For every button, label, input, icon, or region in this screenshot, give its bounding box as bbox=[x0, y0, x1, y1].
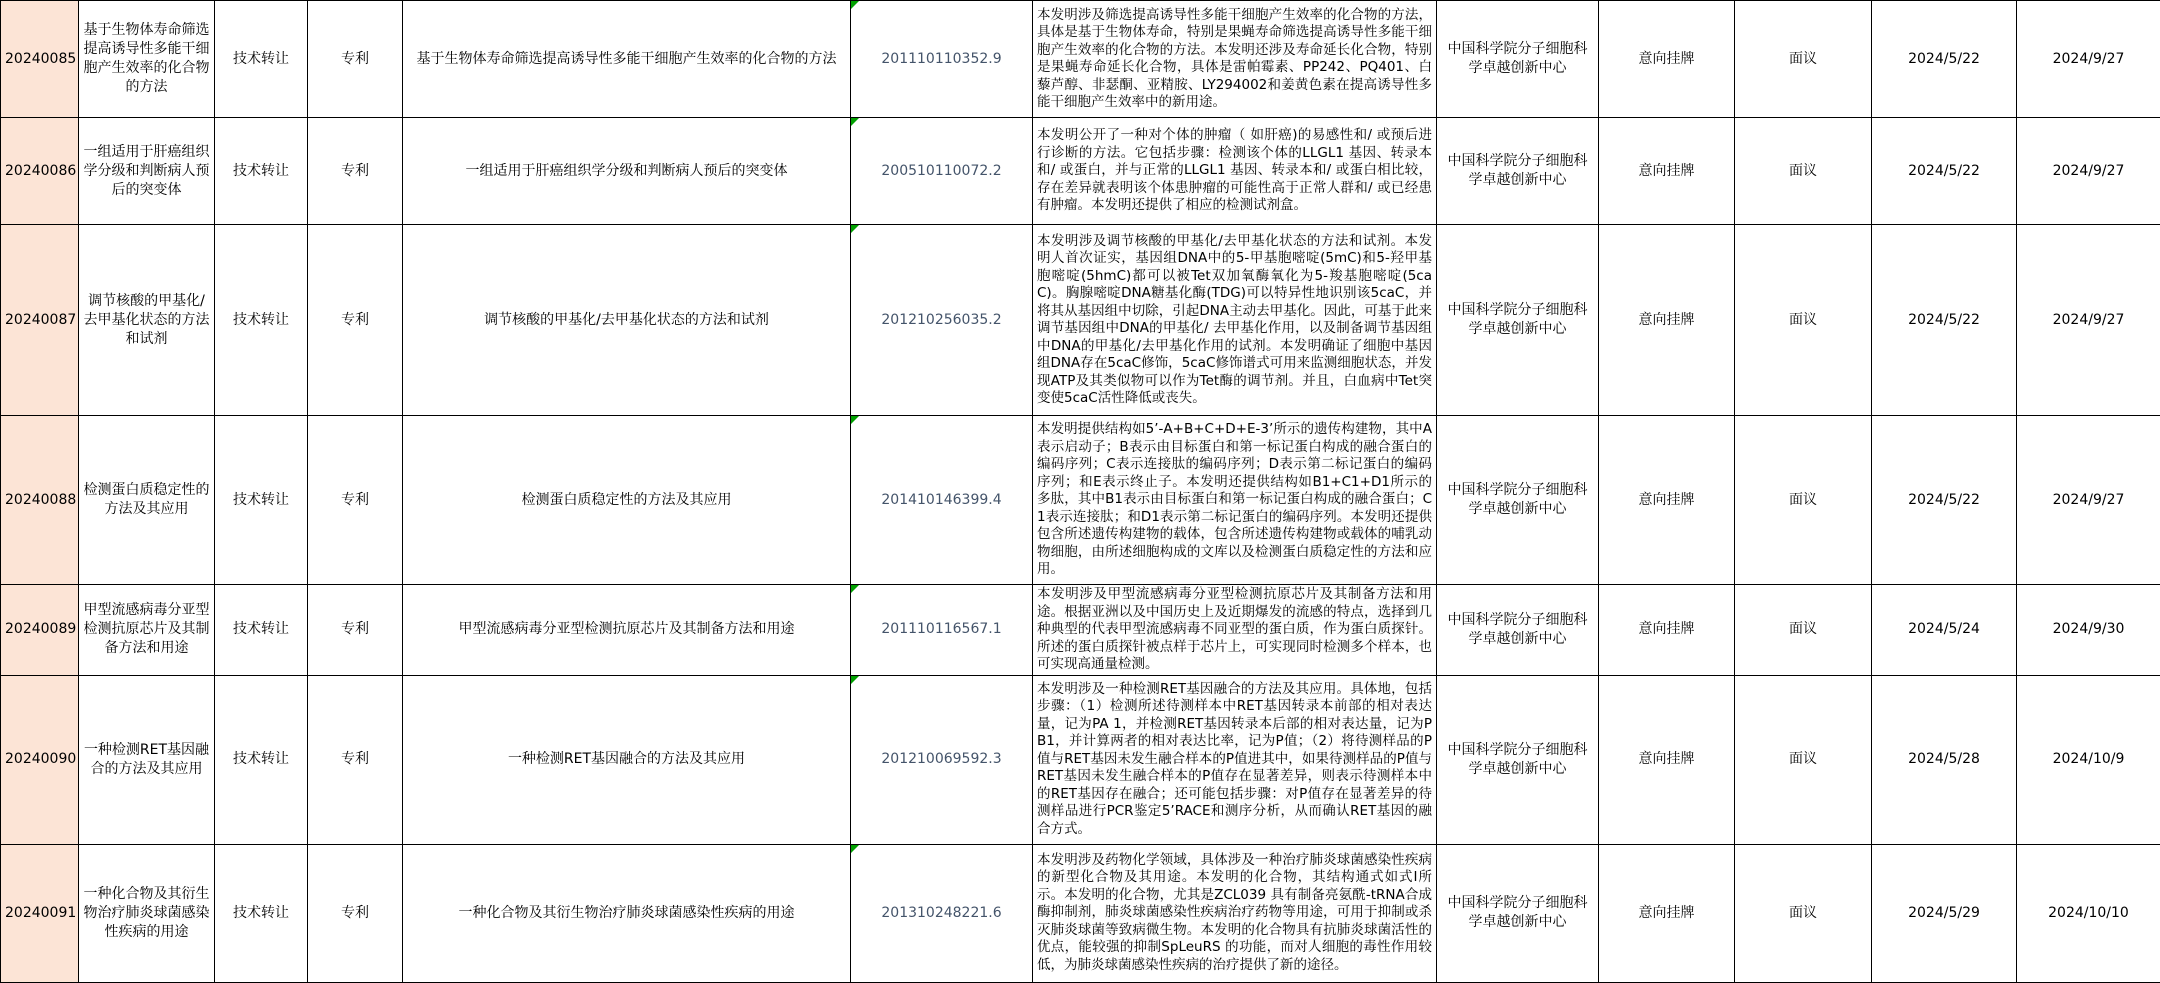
cell-price[interactable]: 面议 bbox=[1735, 675, 1872, 844]
cell-status[interactable]: 意向挂牌 bbox=[1599, 225, 1735, 416]
patent-number-text: 201310248221.6 bbox=[881, 905, 1001, 921]
patent-number-text: 201110110352.9 bbox=[881, 51, 1001, 67]
cell-short-title[interactable]: 一组适用于肝癌组织学分级和判断病人预后的突变体 bbox=[79, 118, 215, 225]
cell-full-title[interactable]: 一种检测RET基因融合的方法及其应用 bbox=[403, 675, 851, 844]
cell-description[interactable]: 本发明公开了一种对个体的肿瘤（ 如肝癌)的易感性和/ 或预后进行诊断的方法。它包括步骤：检测该个体的LLGL1 基因、转录本和/ 或蛋白，并与正常的LLGL1 基因、转录本和/ 或蛋白相比较，存在差异就表明该个体患肿瘤的可能性高于正常人群和/ 或已经患有肿瘤。本发明还提供了相应的检测试剂盒。 bbox=[1033, 118, 1437, 225]
cell-description[interactable]: 本发明涉及药物化学领域，具体涉及一种治疗肺炎球菌感染性疾病的新型化合物及其用途。本发明的化合物，其结构通式如式Ⅰ所示。本发明的化合物，尤其是ZCL039 具有制备亮氨酰-tRNA合成酶抑制剂，肺炎球菌感染性疾病治疗药物等用途，可用于抑制或杀灭肺炎球菌等致病微生物。本发明的化合物具有抗肺炎球菌活性的优点，能较强的抑制SpLeuRS 的功能，而对人细胞的毒性作用较低，为肺炎球菌感染性疾病的治疗提供了新的途径。 bbox=[1033, 844, 1437, 982]
cell-transfer-type[interactable]: 技术转让 bbox=[215, 1, 308, 118]
cell-transfer-type[interactable]: 技术转让 bbox=[215, 585, 308, 676]
cell-category[interactable]: 专利 bbox=[308, 675, 403, 844]
cell-price[interactable]: 面议 bbox=[1735, 844, 1872, 982]
cell-error-flag-icon bbox=[851, 225, 859, 233]
cell-short-title[interactable]: 基于生物体寿命筛选提高诱导性多能干细胞产生效率的化合物的方法 bbox=[79, 1, 215, 118]
cell-id[interactable]: 20240091 bbox=[1, 844, 79, 982]
cell-patent-number[interactable] bbox=[851, 844, 1033, 982]
cell-end-date[interactable]: 2024/10/10 bbox=[2017, 844, 2160, 982]
table-row bbox=[1, 675, 2160, 844]
patent-table-body bbox=[1, 1, 2160, 983]
cell-full-title[interactable]: 调节核酸的甲基化/去甲基化状态的方法和试剂 bbox=[403, 225, 851, 416]
cell-organization[interactable]: 中国科学院分子细胞科学卓越创新中心 bbox=[1437, 118, 1599, 225]
cell-price[interactable]: 面议 bbox=[1735, 225, 1872, 416]
cell-full-title[interactable]: 甲型流感病毒分亚型检测抗原芯片及其制备方法和用途 bbox=[403, 585, 851, 676]
cell-patent-number[interactable] bbox=[851, 1, 1033, 118]
patent-number-text: 201110116567.1 bbox=[881, 621, 1001, 637]
table-row bbox=[1, 225, 2160, 416]
table-row bbox=[1, 118, 2160, 225]
cell-id[interactable]: 20240086 bbox=[1, 118, 79, 225]
cell-status[interactable]: 意向挂牌 bbox=[1599, 1, 1735, 118]
cell-organization[interactable]: 中国科学院分子细胞科学卓越创新中心 bbox=[1437, 675, 1599, 844]
cell-category[interactable]: 专利 bbox=[308, 585, 403, 676]
cell-category[interactable]: 专利 bbox=[308, 844, 403, 982]
cell-end-date[interactable]: 2024/9/27 bbox=[2017, 416, 2160, 585]
cell-patent-number[interactable] bbox=[851, 118, 1033, 225]
patent-number-text: 201210256035.2 bbox=[881, 312, 1001, 328]
cell-short-title[interactable]: 甲型流感病毒分亚型检测抗原芯片及其制备方法和用途 bbox=[79, 585, 215, 676]
cell-transfer-type[interactable]: 技术转让 bbox=[215, 416, 308, 585]
cell-full-title[interactable]: 检测蛋白质稳定性的方法及其应用 bbox=[403, 416, 851, 585]
cell-transfer-type[interactable]: 技术转让 bbox=[215, 844, 308, 982]
cell-list-date[interactable]: 2024/5/22 bbox=[1872, 118, 2017, 225]
cell-transfer-type[interactable]: 技术转让 bbox=[215, 675, 308, 844]
cell-short-title[interactable]: 检测蛋白质稳定性的方法及其应用 bbox=[79, 416, 215, 585]
cell-id[interactable]: 20240088 bbox=[1, 416, 79, 585]
table-row bbox=[1, 1, 2160, 118]
cell-status[interactable]: 意向挂牌 bbox=[1599, 844, 1735, 982]
cell-patent-number[interactable] bbox=[851, 225, 1033, 416]
cell-id[interactable]: 20240087 bbox=[1, 225, 79, 416]
cell-organization[interactable]: 中国科学院分子细胞科学卓越创新中心 bbox=[1437, 585, 1599, 676]
cell-patent-number[interactable] bbox=[851, 585, 1033, 676]
cell-error-flag-icon bbox=[851, 585, 859, 593]
cell-price[interactable]: 面议 bbox=[1735, 585, 1872, 676]
cell-status[interactable]: 意向挂牌 bbox=[1599, 416, 1735, 585]
cell-end-date[interactable]: 2024/9/27 bbox=[2017, 1, 2160, 118]
cell-category[interactable]: 专利 bbox=[308, 1, 403, 118]
cell-list-date[interactable]: 2024/5/29 bbox=[1872, 844, 2017, 982]
cell-end-date[interactable]: 2024/9/27 bbox=[2017, 118, 2160, 225]
patent-number-text: 201210069592.3 bbox=[881, 751, 1001, 767]
cell-error-flag-icon bbox=[851, 1, 859, 9]
cell-organization[interactable]: 中国科学院分子细胞科学卓越创新中心 bbox=[1437, 416, 1599, 585]
cell-list-date[interactable]: 2024/5/24 bbox=[1872, 585, 2017, 676]
cell-category[interactable]: 专利 bbox=[308, 225, 403, 416]
table-row bbox=[1, 416, 2160, 585]
cell-status[interactable]: 意向挂牌 bbox=[1599, 585, 1735, 676]
cell-short-title[interactable]: 一种检测RET基因融合的方法及其应用 bbox=[79, 675, 215, 844]
cell-organization[interactable]: 中国科学院分子细胞科学卓越创新中心 bbox=[1437, 1, 1599, 118]
cell-status[interactable]: 意向挂牌 bbox=[1599, 118, 1735, 225]
cell-end-date[interactable]: 2024/10/9 bbox=[2017, 675, 2160, 844]
cell-description[interactable]: 本发明涉及筛选提高诱导性多能干细胞产生效率的化合物的方法，具体是基于生物体寿命，特别是果蝇寿命筛选提高诱导性多能干细胞产生效率的化合物的方法。本发明还涉及寿命延长化合物，特别是果蝇寿命延长化合物，具体是雷帕霉素、PP242、PQ401、白藜芦醇、非瑟酮、亚精胺、LY294002和姜黄色素在提高诱导性多能干细胞产生效率中的新用途。 bbox=[1033, 1, 1437, 118]
cell-list-date[interactable]: 2024/5/22 bbox=[1872, 1, 2017, 118]
cell-organization[interactable]: 中国科学院分子细胞科学卓越创新中心 bbox=[1437, 225, 1599, 416]
patent-number-text: 201410146399.4 bbox=[881, 492, 1001, 508]
cell-status[interactable]: 意向挂牌 bbox=[1599, 675, 1735, 844]
cell-id[interactable]: 20240085 bbox=[1, 1, 79, 118]
cell-error-flag-icon bbox=[851, 845, 859, 853]
cell-list-date[interactable]: 2024/5/22 bbox=[1872, 225, 2017, 416]
cell-error-flag-icon bbox=[851, 676, 859, 684]
cell-short-title[interactable]: 一种化合物及其衍生物治疗肺炎球菌感染性疾病的用途 bbox=[79, 844, 215, 982]
cell-list-date[interactable]: 2024/5/22 bbox=[1872, 416, 2017, 585]
cell-category[interactable]: 专利 bbox=[308, 416, 403, 585]
cell-error-flag-icon bbox=[851, 118, 859, 126]
cell-end-date[interactable]: 2024/9/27 bbox=[2017, 225, 2160, 416]
cell-full-title[interactable]: 一组适用于肝癌组织学分级和判断病人预后的突变体 bbox=[403, 118, 851, 225]
cell-price[interactable]: 面议 bbox=[1735, 1, 1872, 118]
cell-description[interactable]: 本发明涉及调节核酸的甲基化/去甲基化状态的方法和试剂。本发明人首次证实，基因组DNA中的5-甲基胞嘧啶(5mC)和5-羟甲基胞嘧啶(5hmC)都可以被Tet双加氧酶氧化为5-羧基胞嘧啶(5caC)。胸腺嘧啶DNA糖基化酶(TDG)可以特异性地识别该5caC，并将其从基因组中切除，引起DNA主动去甲基化。因此，可基于此来调节基因组中DNA的甲基化/ 去甲基化作用，以及制备调节基因组中DNA的甲基化/去甲基化作用的试剂。本发明确证了细胞中基因组DNA存在5caC修饰，5caC修饰谱式可用来监测细胞状态，并发现ATP及其类似物可以作为Tet酶的调节剂。并且，白血病中Tet突变使5caC活性降低或丧失。 bbox=[1033, 225, 1437, 416]
cell-full-title[interactable]: 基于生物体寿命筛选提高诱导性多能干细胞产生效率的化合物的方法 bbox=[403, 1, 851, 118]
cell-description[interactable]: 本发明涉及一种检测RET基因融合的方法及其应用。具体地，包括步骤：（1）检测所述待测样本中RET基因转录本前部的相对表达量，记为PA 1，并检测RET基因转录本后部的相对表达量，记为PB1，并计算两者的相对表达比率，记为P值；（2）将待测样品的P值与RET基因未发生融合样本的P值进其中，如果待测样品的P值与RET基因未发生融合样本的P值存在显著差异，则表示待测样本中的RET基因存在融合；还可能包括步骤：对P值存在显著差异的待测样品进行PCR鉴定5’RACE和测序分析，从而确认RET基因的融合方式。 bbox=[1033, 675, 1437, 844]
cell-end-date[interactable]: 2024/9/30 bbox=[2017, 585, 2160, 676]
cell-error-flag-icon bbox=[851, 416, 859, 424]
cell-list-date[interactable]: 2024/5/28 bbox=[1872, 675, 2017, 844]
cell-category[interactable]: 专利 bbox=[308, 118, 403, 225]
cell-price[interactable]: 面议 bbox=[1735, 118, 1872, 225]
cell-transfer-type[interactable]: 技术转让 bbox=[215, 118, 308, 225]
cell-id[interactable]: 20240090 bbox=[1, 675, 79, 844]
cell-transfer-type[interactable]: 技术转让 bbox=[215, 225, 308, 416]
cell-price[interactable]: 面议 bbox=[1735, 416, 1872, 585]
cell-full-title[interactable]: 一种化合物及其衍生物治疗肺炎球菌感染性疾病的用途 bbox=[403, 844, 851, 982]
cell-description[interactable]: 本发明涉及甲型流感病毒分亚型检测抗原芯片及其制备方法和用途。根据亚洲以及中国历史上及近期爆发的流感的特点，选择到几种典型的代表甲型流感病毒不同亚型的蛋白质，作为蛋白质探针。所述的蛋白质探针被点样于芯片上，可实现同时检测多个样本，也可实现高通量检测。 bbox=[1033, 585, 1437, 676]
patent-number-text: 200510110072.2 bbox=[881, 163, 1001, 179]
cell-organization[interactable]: 中国科学院分子细胞科学卓越创新中心 bbox=[1437, 844, 1599, 982]
cell-patent-number[interactable] bbox=[851, 416, 1033, 585]
cell-patent-number[interactable] bbox=[851, 675, 1033, 844]
cell-short-title[interactable]: 调节核酸的甲基化/去甲基化状态的方法和试剂 bbox=[79, 225, 215, 416]
table-row bbox=[1, 844, 2160, 982]
cell-id[interactable]: 20240089 bbox=[1, 585, 79, 676]
cell-description[interactable]: 本发明提供结构如5’-A+B+C+D+E-3’所示的遗传构建物，其中A表示启动子；B表示由目标蛋白和第一标记蛋白构成的融合蛋白的编码序列；C表示连接肽的编码序列；D表示第二标记蛋白的编码序列；和E表示终止子。本发明还提供结构如B1+C1+D1所示的多肽，其中B1表示由目标蛋白和第一标记蛋白构成的融合蛋白；C1表示连接肽；和D1表示第二标记蛋白的编码序列。本发明还提供包含所述遗传构建物的载体，包含所述遗传构建物或载体的哺乳动物细胞，由所述细胞构成的文库以及检测蛋白质稳定性的方法和应用。 bbox=[1033, 416, 1437, 585]
table-row bbox=[1, 585, 2160, 676]
